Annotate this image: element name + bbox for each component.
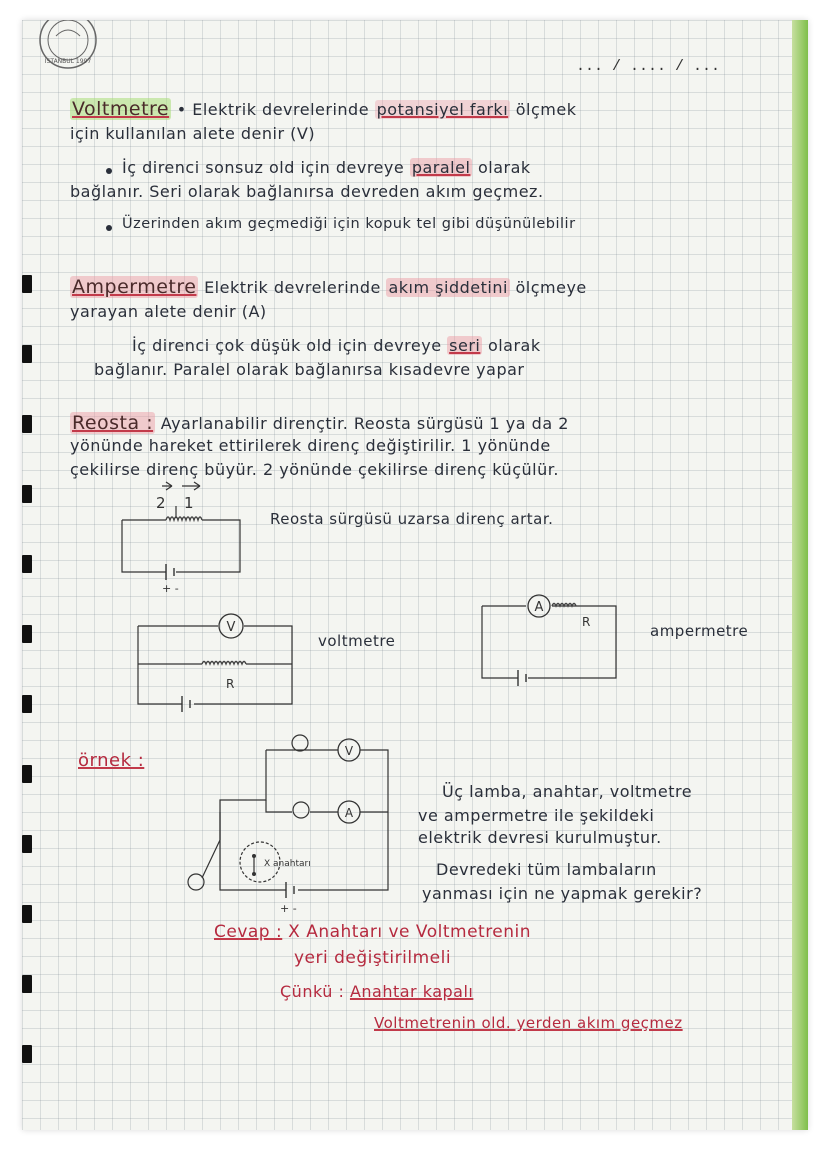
ampermetre-circuit-label: ampermetre xyxy=(650,622,749,640)
date-field: ... / .... / ... xyxy=(575,58,720,75)
highlight-term: akım şiddetini xyxy=(388,278,508,297)
reosta-label-2: 2 xyxy=(156,494,166,512)
text-span: Anahtar kapalı xyxy=(349,982,474,1001)
cunku-line-2: Voltmetrenin old. yerden akım geçmez xyxy=(374,1014,683,1032)
cunku-label: Çünkü : xyxy=(280,982,345,1001)
bullet-dot xyxy=(106,168,112,174)
svg-text:İSTANBUL 1997: İSTANBUL 1997 xyxy=(44,58,92,65)
binding-holes xyxy=(22,20,36,1130)
reosta-heading: Reosta : xyxy=(72,412,154,434)
ornek-question-5: yanması için ne yapmak gerekir? xyxy=(422,884,703,903)
highlight-term: paralel xyxy=(411,158,471,177)
reosta-label-1: 1 xyxy=(184,494,194,512)
voltmetre-line-1 xyxy=(70,98,576,120)
voltmetre-bullet-1b: bağlanır. Seri olarak bağlanırsa devreden akım geçmez. xyxy=(70,182,544,201)
text-span: • Elektrik devrelerinde xyxy=(176,100,370,119)
ampermetre-line-2: yarayan alete denir (A) xyxy=(70,302,267,321)
voltmetre-circuit-label: voltmetre xyxy=(318,632,396,650)
binding-hole xyxy=(22,765,32,783)
notebook-page xyxy=(22,20,808,1130)
ornek-question-4: Devredeki tüm lambaların xyxy=(436,860,657,879)
cevap-label: Cevap : xyxy=(214,922,283,942)
page-edge xyxy=(792,20,808,1130)
ampermetre-line-4: bağlanır. Paralel olarak bağlanırsa kısadevre yapar xyxy=(94,360,525,379)
ornek-voltmeter: V xyxy=(344,744,354,758)
text-span: ölçmeye xyxy=(515,278,587,297)
voltmetre-bullet-2: Üzerinden akım geçmediği için kopuk tel gibi düşünülebilir xyxy=(122,216,576,232)
voltmetre-line-2: için kullanılan alete denir (V) xyxy=(70,124,316,143)
reosta-line-2: yönünde hareket ettirilerek direnç değiştirilir. 1 yönünde xyxy=(70,436,551,455)
voltmetre-circuit xyxy=(134,608,304,723)
reosta-line-3: çekilirse direnç büyür. 2 yönünde çekilirse direnç küçülür. xyxy=(70,460,559,479)
ampermetre-circuit xyxy=(478,592,628,707)
binding-hole xyxy=(22,555,32,573)
ampermetre-line-3 xyxy=(132,336,541,355)
binding-hole xyxy=(22,625,32,643)
ornek-circuit xyxy=(162,728,402,918)
binding-hole xyxy=(22,695,32,713)
cevap-line-1 xyxy=(214,922,531,942)
cunku-line-1 xyxy=(280,982,473,1001)
ammeter-symbol: A xyxy=(534,600,544,615)
text-span: ölçmek xyxy=(515,100,577,119)
ornek-question-3: elektrik devresi kurulmuştur. xyxy=(418,828,662,847)
binding-hole xyxy=(22,1045,32,1063)
reosta-line-1 xyxy=(70,412,569,434)
voltmeter-symbol: V xyxy=(226,620,236,635)
ornek-question-2: ve ampermetre ile şekildeki xyxy=(418,806,655,825)
binding-hole xyxy=(22,275,32,293)
reosta-note: Reosta sürgüsü uzarsa direnç artar. xyxy=(270,510,554,528)
ampermetre-line-1 xyxy=(70,276,587,298)
highlight-term: seri xyxy=(449,336,481,355)
cell-sign: + - xyxy=(162,582,179,595)
text-span: olarak xyxy=(487,336,541,355)
reosta-circuit xyxy=(114,480,254,595)
resistor-symbol: R xyxy=(582,615,591,629)
bullet-dot xyxy=(106,225,112,231)
ornek-heading: örnek : xyxy=(78,750,145,771)
switch-label: X anahtarı xyxy=(264,859,311,869)
text-span: X Anahtarı ve Voltmetrenin xyxy=(288,922,532,942)
text-span: İç direnci sonsuz old için devreye xyxy=(122,158,405,177)
binding-hole xyxy=(22,975,32,993)
text-span: olarak xyxy=(477,158,531,177)
ornek-ammeter: A xyxy=(344,806,354,820)
text-span: Elektrik devrelerinde xyxy=(204,278,381,297)
binding-hole xyxy=(22,345,32,363)
binding-hole xyxy=(22,905,32,923)
text-span: İç direnci çok düşük old için devreye xyxy=(132,336,442,355)
notebook-logo xyxy=(36,20,100,84)
cevap-line-2: yeri değiştirilmeli xyxy=(294,948,452,968)
highlight-term: potansiyel farkı xyxy=(376,100,509,119)
voltmetre-heading: Voltmetre xyxy=(72,98,170,120)
text-span: Ayarlanabilir dirençtir. Reosta sürgüsü 1 ya da 2 xyxy=(160,414,569,433)
voltmetre-bullet-1 xyxy=(122,158,531,177)
cell-sign: + - xyxy=(280,902,297,915)
resistor-symbol: R xyxy=(226,677,235,691)
binding-hole xyxy=(22,835,32,853)
binding-hole xyxy=(22,415,32,433)
binding-hole xyxy=(22,485,32,503)
ornek-question-1: Üç lamba, anahtar, voltmetre xyxy=(442,782,693,801)
ampermetre-heading: Ampermetre xyxy=(72,276,197,298)
